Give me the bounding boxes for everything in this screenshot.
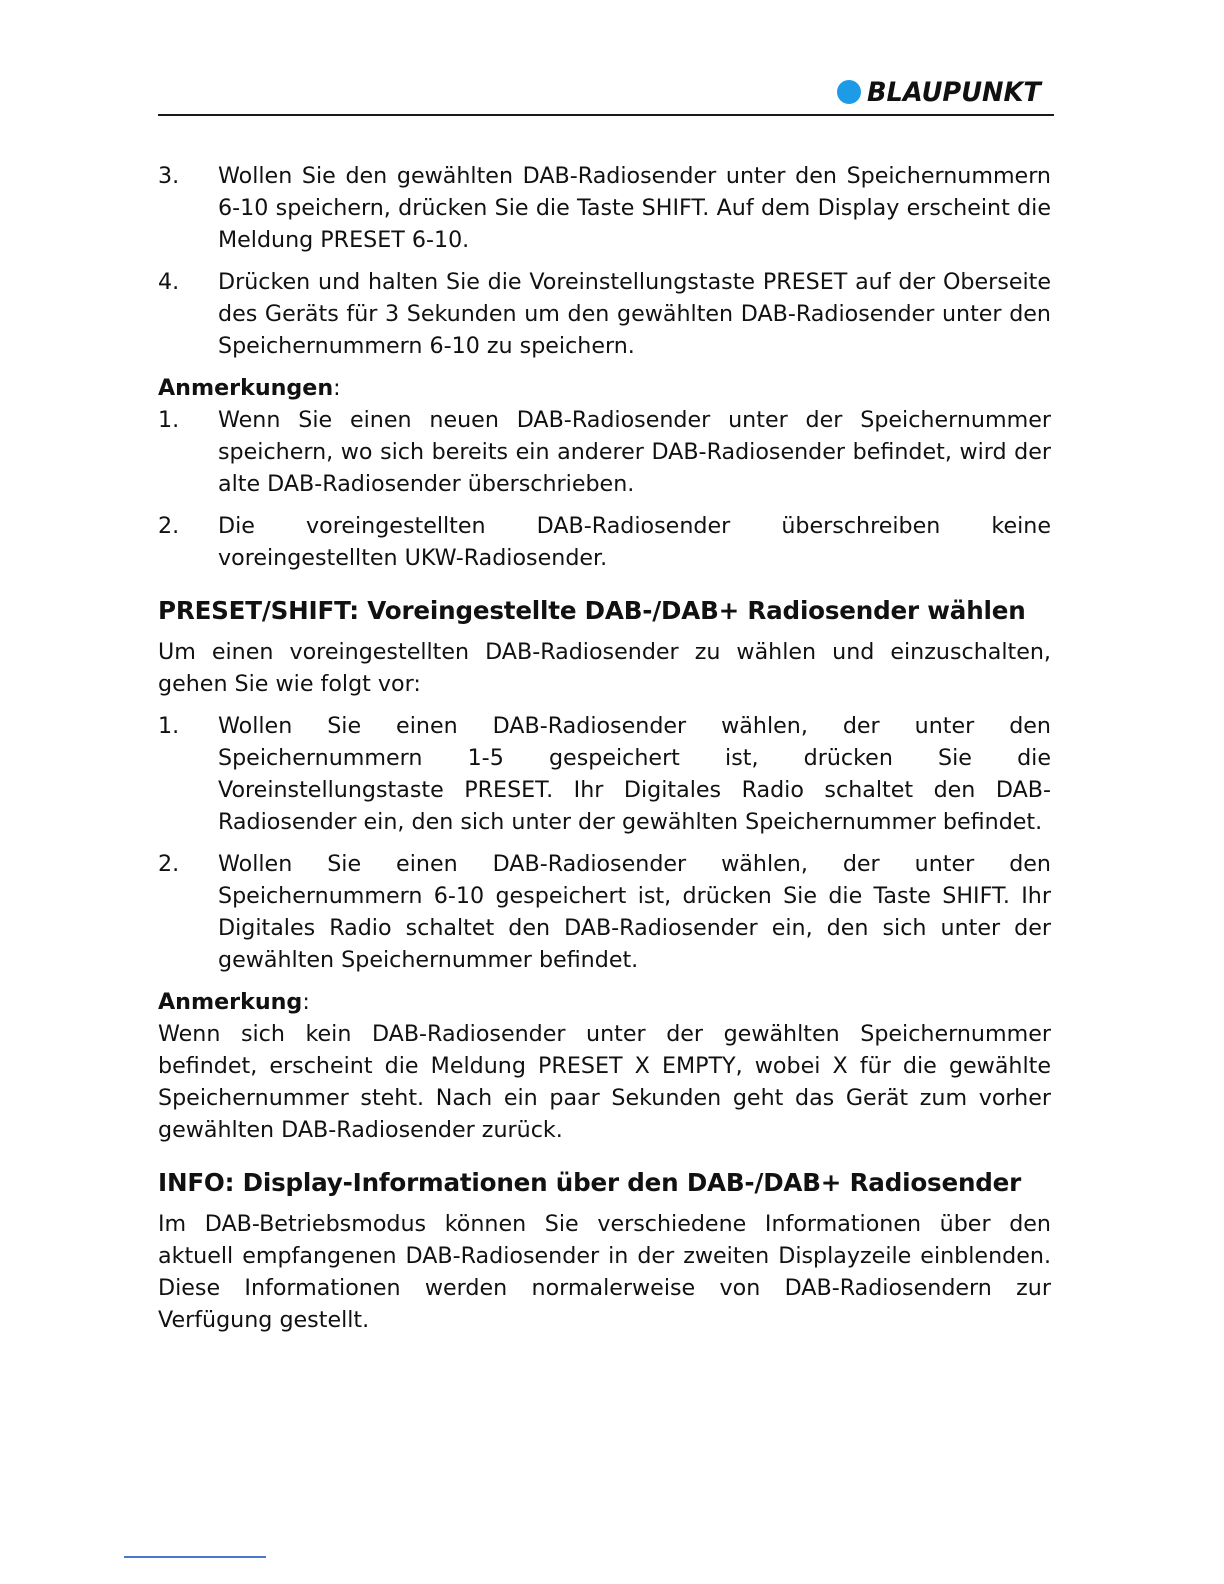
- section-heading-info: INFO: Display-Informationen über den DAB-/DAB+ Radiosender: [158, 1168, 1022, 1197]
- note-item: [158, 510, 1051, 574]
- footer-divider: [124, 1556, 266, 1558]
- list-item: [158, 266, 1051, 362]
- section-heading-preset: PRESET/SHIFT: Voreingestellte DAB-/DAB+ Radiosender wählen: [158, 596, 1026, 625]
- page-content: [158, 160, 1051, 1346]
- list-number: 2.: [158, 851, 180, 877]
- list-number: 3.: [158, 163, 180, 189]
- section-text: Im DAB-Betriebsmodus können Sie verschiedene Informationen über den aktuell empfangenen DAB-Radiosender in der zweiten Displayzeile einblenden. Diese Informationen werden normalerweise von DAB-Radiosendern zur Verfügung gestellt.: [158, 1211, 1051, 1333]
- list-item: [158, 848, 1051, 976]
- list-number: 4.: [158, 269, 180, 295]
- brand-logo: [837, 78, 1050, 106]
- section-intro: Um einen voreingestellten DAB-Radiosender zu wählen und einzuschalten, gehen Sie wie folgt vor:: [158, 639, 1051, 697]
- brand-dot-icon: [837, 80, 861, 104]
- list-text: Wollen Sie einen DAB-Radiosender wählen, der unter den Speichernummern 1-5 gespeichert ist, drücken Sie die Voreinstellungstaste PRESET. Ihr Digitales Radio schaltet den DAB-Radiosender ein, den sich unter der gewählten Speichernummer befindet.: [218, 713, 1051, 835]
- list-item: [158, 160, 1051, 256]
- note-title: [158, 986, 1051, 1018]
- list-text: Wollen Sie den gewählten DAB-Radiosender unter den Speichernummern 6-10 speichern, drücken Sie die Taste SHIFT. Auf dem Display erscheint die Meldung PRESET 6-10.: [218, 163, 1051, 253]
- note-title-text: Anmerkung: [158, 989, 303, 1015]
- note-title-colon: :: [302, 989, 310, 1015]
- list-text: Wollen Sie einen DAB-Radiosender wählen, der unter den Speichernummern 6-10 gespeichert ist, drücken Sie die Taste SHIFT. Ihr Digitales Radio schaltet den DAB-Radiosender ein, den sich unter der gewählten Speichernummer befindet.: [218, 851, 1051, 973]
- list-number: 1.: [158, 713, 180, 739]
- list-text: Drücken und halten Sie die Voreinstellungstaste PRESET auf der Oberseite des Geräts für 3 Sekunden um den gewählten DAB-Radiosender unter den Speichernummern 6-10 zu speichern.: [218, 269, 1051, 359]
- notes-title-text: Anmerkungen: [158, 375, 334, 401]
- page-header: [158, 72, 1054, 116]
- note-item: [158, 404, 1051, 500]
- notes-title: [158, 372, 1051, 404]
- note-number: 2.: [158, 513, 180, 539]
- brand-name: BLAUPUNKT: [866, 76, 1041, 108]
- note-text: Wenn Sie einen neuen DAB-Radiosender unter der Speichernummer speichern, wo sich bereits ein anderer DAB-Radiosender befindet, wird der alte DAB-Radiosender überschrieben.: [218, 407, 1051, 497]
- list-item: [158, 710, 1051, 838]
- note-number: 1.: [158, 407, 180, 433]
- note-text: Wenn sich kein DAB-Radiosender unter der gewählten Speichernummer befindet, erscheint die Meldung PRESET X EMPTY, wobei X für die gewählte Speichernummer steht. Nach ein paar Sekunden geht das Gerät zum vorher gewählten DAB-Radiosender zurück.: [158, 1021, 1051, 1143]
- note-text: Die voreingestellten DAB-Radiosender überschreiben keine voreingestellten UKW-Radiosender.: [218, 513, 1051, 571]
- notes-title-colon: :: [333, 375, 341, 401]
